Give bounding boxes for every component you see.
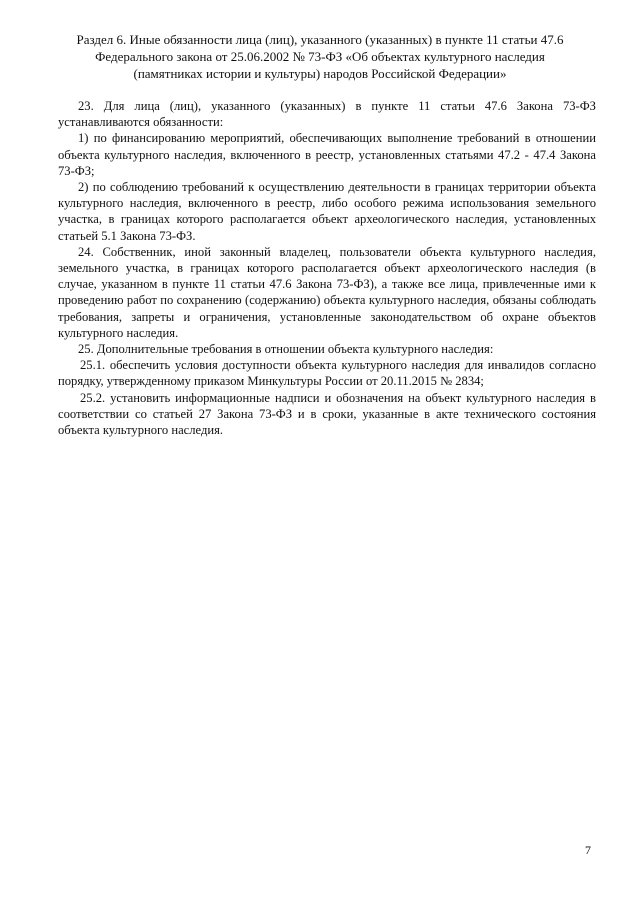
paragraph-23: 23. Для лица (лиц), указанного (указанных) в пункте 11 статьи 47.6 Закона 73-ФЗ устанавливаются обязанности:	[58, 99, 596, 130]
paragraph-25-2: 25.2. установить информационные надписи и обозначения на объект культурного наследия в соответствии со статьей 27 Закона 73-ФЗ и в сроки, указанные в акте технического состояния объекта культурного наследия.	[58, 390, 596, 438]
document-body	[58, 98, 596, 438]
page-number: 7	[585, 843, 591, 857]
paragraph-24: 24. Собственник, иной законный владелец, пользователи объекта культурного наследия, земельного участка, в границах которого располагается объект археологического наследия (в случае, указанном в пункте 11 статьи 47.6 Закона 73-ФЗ), а также все лица, привлеченные ими к проведению работ по сохранению (содержанию) объекта культурного наследия, обязаны соблюдать требования, запреты и ограничения, установленные законодательством об охране объектов культурного наследия.	[58, 244, 596, 340]
paragraph-25-1: 25.1. обеспечить условия доступности объекта культурного наследия для инвалидов согласно порядку, утвержденному приказом Минкультуры России от 20.11.2015 № 2834;	[58, 358, 596, 389]
section-heading-line-1: Раздел 6. Иные обязанности лица (лиц), указанного (указанных) в пункте 11 статьи 47.6	[76, 32, 564, 47]
section-heading	[40, 31, 600, 82]
section-heading-line-2: Федерального закона от 25.06.2002 № 73-ФЗ «Об объектах культурного наследия	[95, 49, 545, 64]
section-heading-line-3: (памятниках истории и культуры) народов Российской Федерации»	[133, 66, 507, 81]
paragraph-23-item-1: 1) по финансированию мероприятий, обеспечивающих выполнение требований в отношении объекта культурного наследия, включенного в реестр, установленных статьями 47.2 - 47.4 Закона 73-ФЗ;	[58, 131, 596, 178]
paragraph-25: 25. Дополнительные требования в отношении объекта культурного наследия:	[78, 342, 494, 357]
paragraph-23-item-2: 2) по соблюдению требований к осуществлению деятельности в границах территории объекта культурного наследия, включенного в реестр, либо особого режима использования земельного участка, в границах которого располагается объект археологического наследия, установленных статьей 5.1 Закона 73-ФЗ.	[58, 180, 596, 243]
